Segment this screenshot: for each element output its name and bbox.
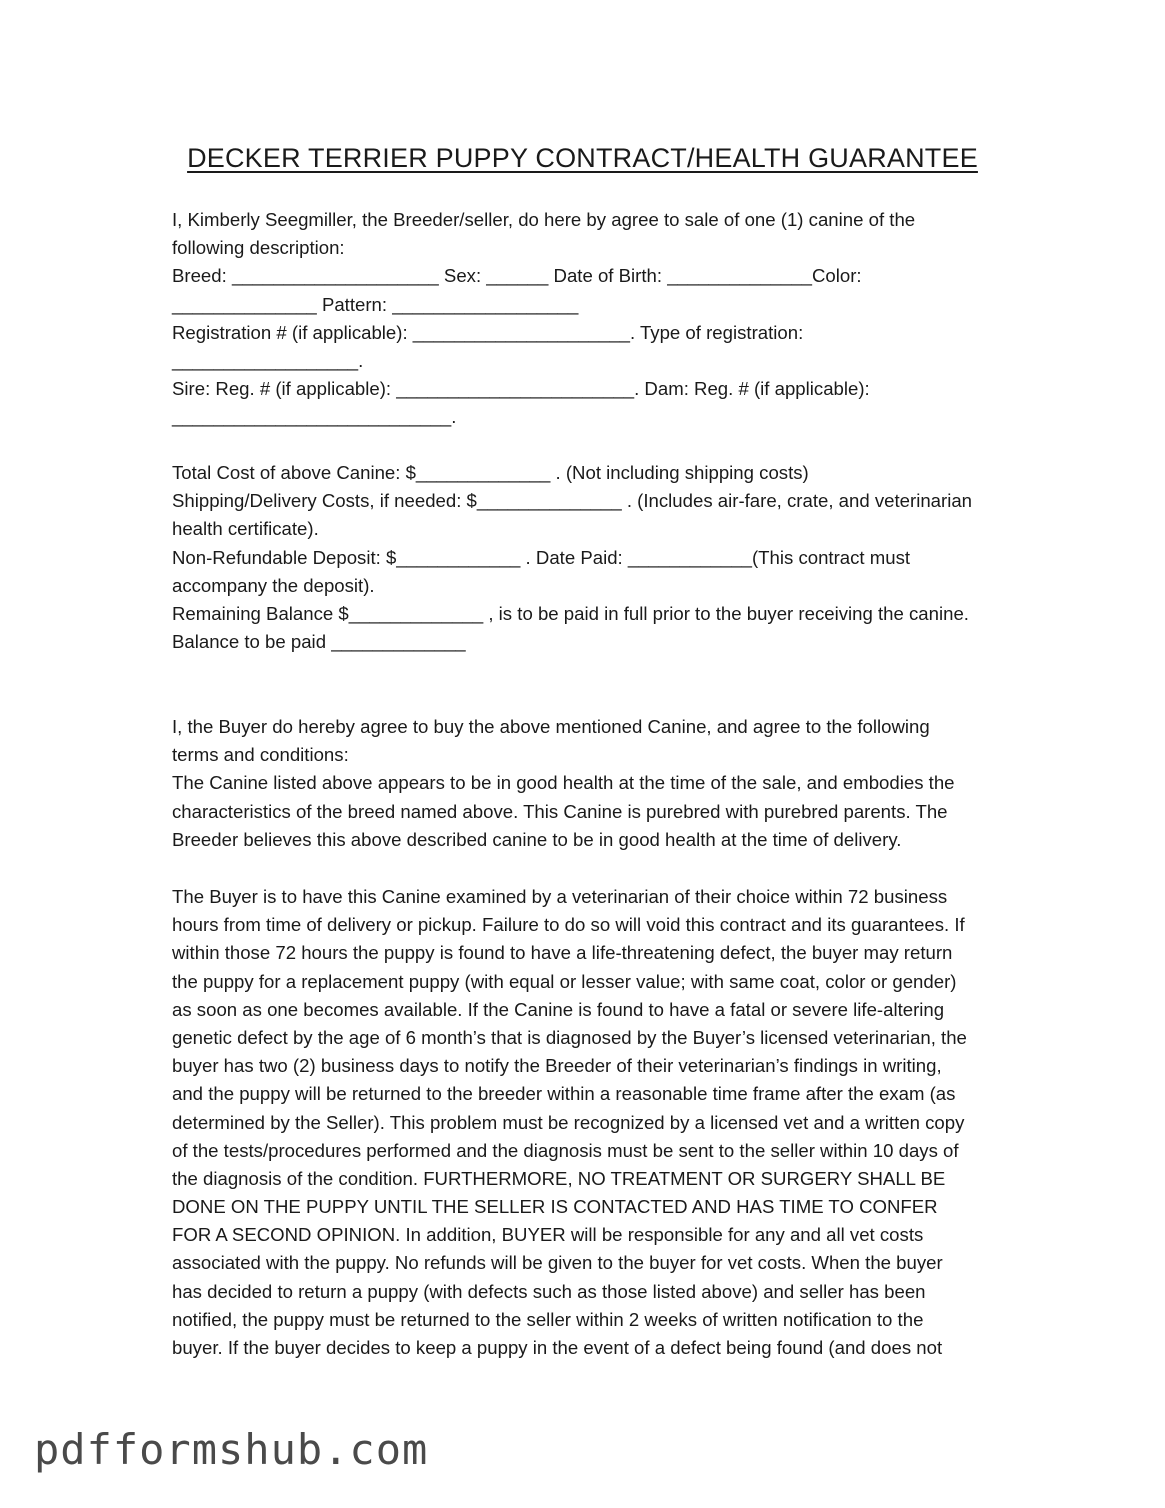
- text-line: __________________.: [172, 349, 364, 371]
- cost-section: [172, 459, 1012, 656]
- text-line: as soon as one becomes available. If the Canine is found to have a fatal or severe life-altering: [172, 998, 945, 1020]
- text-line: within those 72 hours the puppy is found to have a life-threatening defect, the buyer may return: [172, 942, 953, 964]
- text-line: hours from time of delivery or pickup. Failure to do so will void this contract and its guarantees. If: [172, 914, 965, 936]
- text-line: Registration # (if applicable): _____________________. Type of registration:: [172, 321, 804, 343]
- text-line: notified, the puppy must be returned to the seller within 2 weeks of written notification to the: [172, 1308, 924, 1330]
- text-line: I, the Buyer do hereby agree to buy the above mentioned Canine, and agree to the following: [172, 716, 930, 737]
- text-line: buyer has two (2) business days to notify the Breeder of their veterinarian’s findings in writing,: [172, 1055, 942, 1077]
- text-line: Breeder believes this above described canine to be in good health at the time of delivery.: [172, 828, 902, 850]
- sale-description-section: [172, 206, 1012, 432]
- text-line: ___________________________.: [172, 406, 457, 428]
- health-guarantee-section: [172, 883, 1012, 1362]
- text-line: determined by the Seller). This problem must be recognized by a licensed vet and a written copy: [172, 1111, 965, 1133]
- text-line: Shipping/Delivery Costs, if needed: $______________ . (Includes air-fare, crate, and veterinarian: [172, 490, 973, 512]
- text-line: the diagnosis of the condition. FURTHERMORE, NO TREATMENT OR SURGERY SHALL BE: [172, 1167, 946, 1189]
- text-line: buyer. If the buyer decides to keep a puppy in the event of a defect being found (and does not: [172, 1337, 943, 1358]
- text-line: accompany the deposit).: [172, 574, 375, 596]
- text-line: associated with the puppy. No refunds will be given to the buyer for vet costs. When the buyer: [172, 1252, 943, 1274]
- buyer-agreement-section: [172, 713, 1012, 854]
- text-line: Balance to be paid _____________: [172, 631, 466, 653]
- text-line: the puppy for a replacement puppy (with equal or lesser value; with same coat, color or gender): [172, 970, 957, 992]
- text-line: Non-Refundable Deposit: $____________ . Date Paid: ____________(This contract must: [172, 546, 911, 568]
- site-watermark: pdfformshub.com: [34, 1425, 429, 1474]
- text-line: Remaining Balance $_____________ , is to be paid in full prior to the buyer receiving the canine.: [172, 602, 969, 624]
- text-line: and the puppy will be returned to the breeder within a reasonable time frame after the exam (as: [172, 1083, 956, 1105]
- text-line: genetic defect by the age of 6 month’s that is diagnosed by the Buyer’s licensed veterinarian, the: [172, 1026, 967, 1048]
- text-line: has decided to return a puppy (with defects such as those listed above) and seller has been: [172, 1280, 926, 1302]
- text-line: terms and conditions:: [172, 744, 349, 766]
- text-line: Sire: Reg. # (if applicable): _______________________. Dam: Reg. # (if applicable):: [172, 378, 870, 400]
- text-line: FOR A SECOND OPINION. In addition, BUYER will be responsible for any and all vet costs: [172, 1224, 924, 1246]
- text-line: Total Cost of above Canine: $_____________ . (Not including shipping costs): [172, 462, 809, 483]
- text-line: ______________ Pattern: __________________: [172, 293, 579, 315]
- text-line: of the tests/procedures performed and the diagnosis must be sent to the seller within 10 days of: [172, 1139, 959, 1161]
- text-line: health certificate).: [172, 518, 319, 540]
- text-line: The Buyer is to have this Canine examined by a veterinarian of their choice within 72 business: [172, 886, 948, 907]
- text-line: I, Kimberly Seegmiller, the Breeder/seller, do here by agree to sale of one (1) canine of the: [172, 209, 916, 230]
- text-line: characteristics of the breed named above. This Canine is purebred with purebred parents. The: [172, 800, 948, 822]
- document-title: DECKER TERRIER PUPPY CONTRACT/HEALTH GUARANTEE: [187, 143, 978, 173]
- text-line: The Canine listed above appears to be in good health at the time of the sale, and embodies the: [172, 772, 955, 794]
- text-line: DONE ON THE PUPPY UNTIL THE SELLER IS CONTACTED AND HAS TIME TO CONFER: [172, 1196, 938, 1218]
- text-line: following description:: [172, 237, 345, 259]
- text-line: Breed: ____________________ Sex: ______ Date of Birth: ______________Color:: [172, 265, 862, 287]
